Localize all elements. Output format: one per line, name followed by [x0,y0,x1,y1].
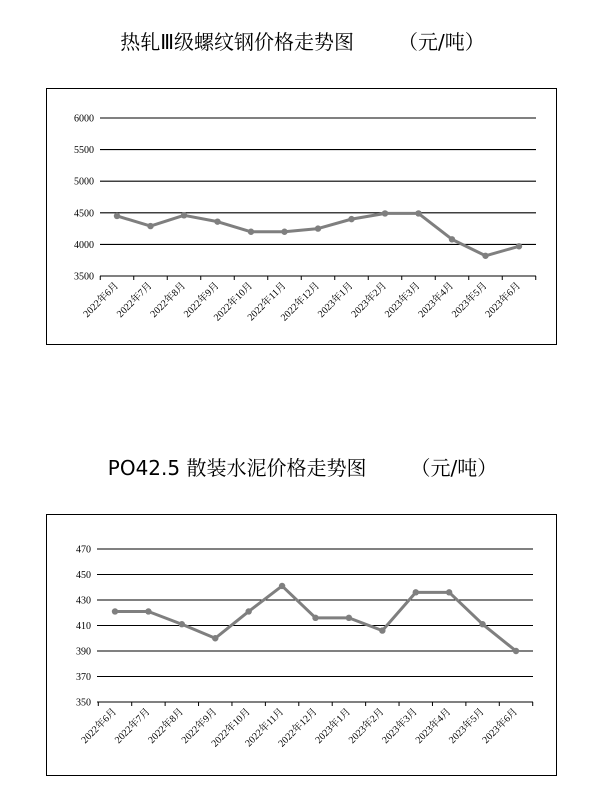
chart-2-data-point [279,583,285,589]
chart-1-y-tick-label: 3500 [74,271,94,283]
chart-2-x-tick-label: 2023年3月 [380,706,420,746]
chart-2-data-point [479,621,485,627]
chart-1-data-point [449,236,455,242]
chart-1-x-tick-label: 2023年6月 [483,280,524,320]
chart-2-x-tick-label: 2023年4月 [413,706,454,746]
chart-1-data-point [382,210,388,216]
chart-1-y-tick-label: 4500 [74,208,94,220]
chart-2-y-tick-label: 370 [76,672,91,683]
chart-1-y-tick-label: 4000 [74,239,94,251]
chart-1-data-point [181,212,187,218]
chart-2-title-text: PO42.5 散装水泥价格走势图 [107,456,367,480]
chart-1-data-point [315,225,321,231]
chart-1-y-tick-label: 6000 [74,113,94,125]
chart-2-data-point [513,648,519,654]
chart-1-x-tick-label: 2023年2月 [349,280,390,320]
chart-1-y-tick-label: 5500 [74,145,94,157]
chart-2-x-tick-label: 2022年7月 [112,706,153,746]
chart-1-x-tick-label: 2022年10月 [211,280,256,324]
chart-2-y-tick-label: 410 [76,621,91,632]
chart-2-x-tick-label: 2022年6月 [79,706,120,746]
chart-2-x-tick-label: 2022年10月 [209,706,253,750]
chart-1-x-tick-label: 2022年11月 [245,280,289,324]
chart-1-x-tick-label: 2023年3月 [383,280,423,320]
chart-1-x-tick-label: 2022年12月 [278,280,323,324]
chart-1-x-tick-label: 2022年6月 [81,280,122,320]
chart-2-data-point [413,589,419,595]
chart-1-data-point [248,229,254,235]
chart-1-data-point [516,243,522,249]
chart-2-x-tick-label: 2023年5月 [447,706,487,746]
chart-2-x-tick-label: 2022年11月 [243,706,287,750]
chart-1-x-tick-label: 2023年1月 [316,280,356,320]
chart-1-data-point [147,223,153,229]
chart-2-x-tick-label: 2022年8月 [146,706,186,746]
chart-1-x-tick-label: 2022年8月 [148,280,189,320]
chart-2-x-tick-label: 2022年12月 [276,706,320,750]
chart-2-y-tick-label: 450 [76,570,91,581]
chart-2-data-point [379,627,385,633]
chart-1-x-tick-label: 2023年5月 [450,280,490,320]
chart-2-data-point [179,621,185,627]
chart-2-data-point [145,608,151,614]
chart-2-y-tick-label: 470 [76,544,91,556]
chart-2-data-point [245,608,251,614]
chart-2-unit: （元/吨） [410,456,498,480]
chart-2-y-tick-label: 430 [76,595,91,607]
chart-2-data-point [446,589,452,595]
chart-1-data-point [114,213,120,219]
chart-1-series-line [117,213,519,255]
chart-1-data-point [415,210,421,216]
chart-2-y-tick-label: 350 [76,697,91,709]
chart-2-x-tick-label: 2023年1月 [313,706,354,746]
chart-1-y-tick-label: 5000 [74,176,94,188]
chart-1-unit: （元/吨） [398,30,485,54]
chart-1-data-point [214,218,220,224]
chart-2-data-point [212,635,218,641]
chart-1-data-point [281,229,287,235]
chart-2-x-tick-label: 2023年2月 [346,706,387,746]
chart-2-data-point [346,615,352,621]
chart-2-x-tick-label: 2023年6月 [480,706,521,746]
chart-1-data-point [482,253,488,259]
chart-2-data-point [312,615,318,621]
chart-1-data-point [348,216,354,222]
chart-2-x-tick-label: 2022年9月 [179,706,220,746]
chart-1-title-text: 热轧Ⅲ级螺纹钢价格走势图 [120,30,355,54]
chart-1-x-tick-label: 2023年4月 [416,280,457,320]
chart-2-y-tick-label: 390 [76,646,91,658]
chart-1-x-tick-label: 2022年9月 [182,280,222,320]
chart-1-x-tick-label: 2022年7月 [115,280,155,320]
chart-2-data-point [112,608,118,614]
